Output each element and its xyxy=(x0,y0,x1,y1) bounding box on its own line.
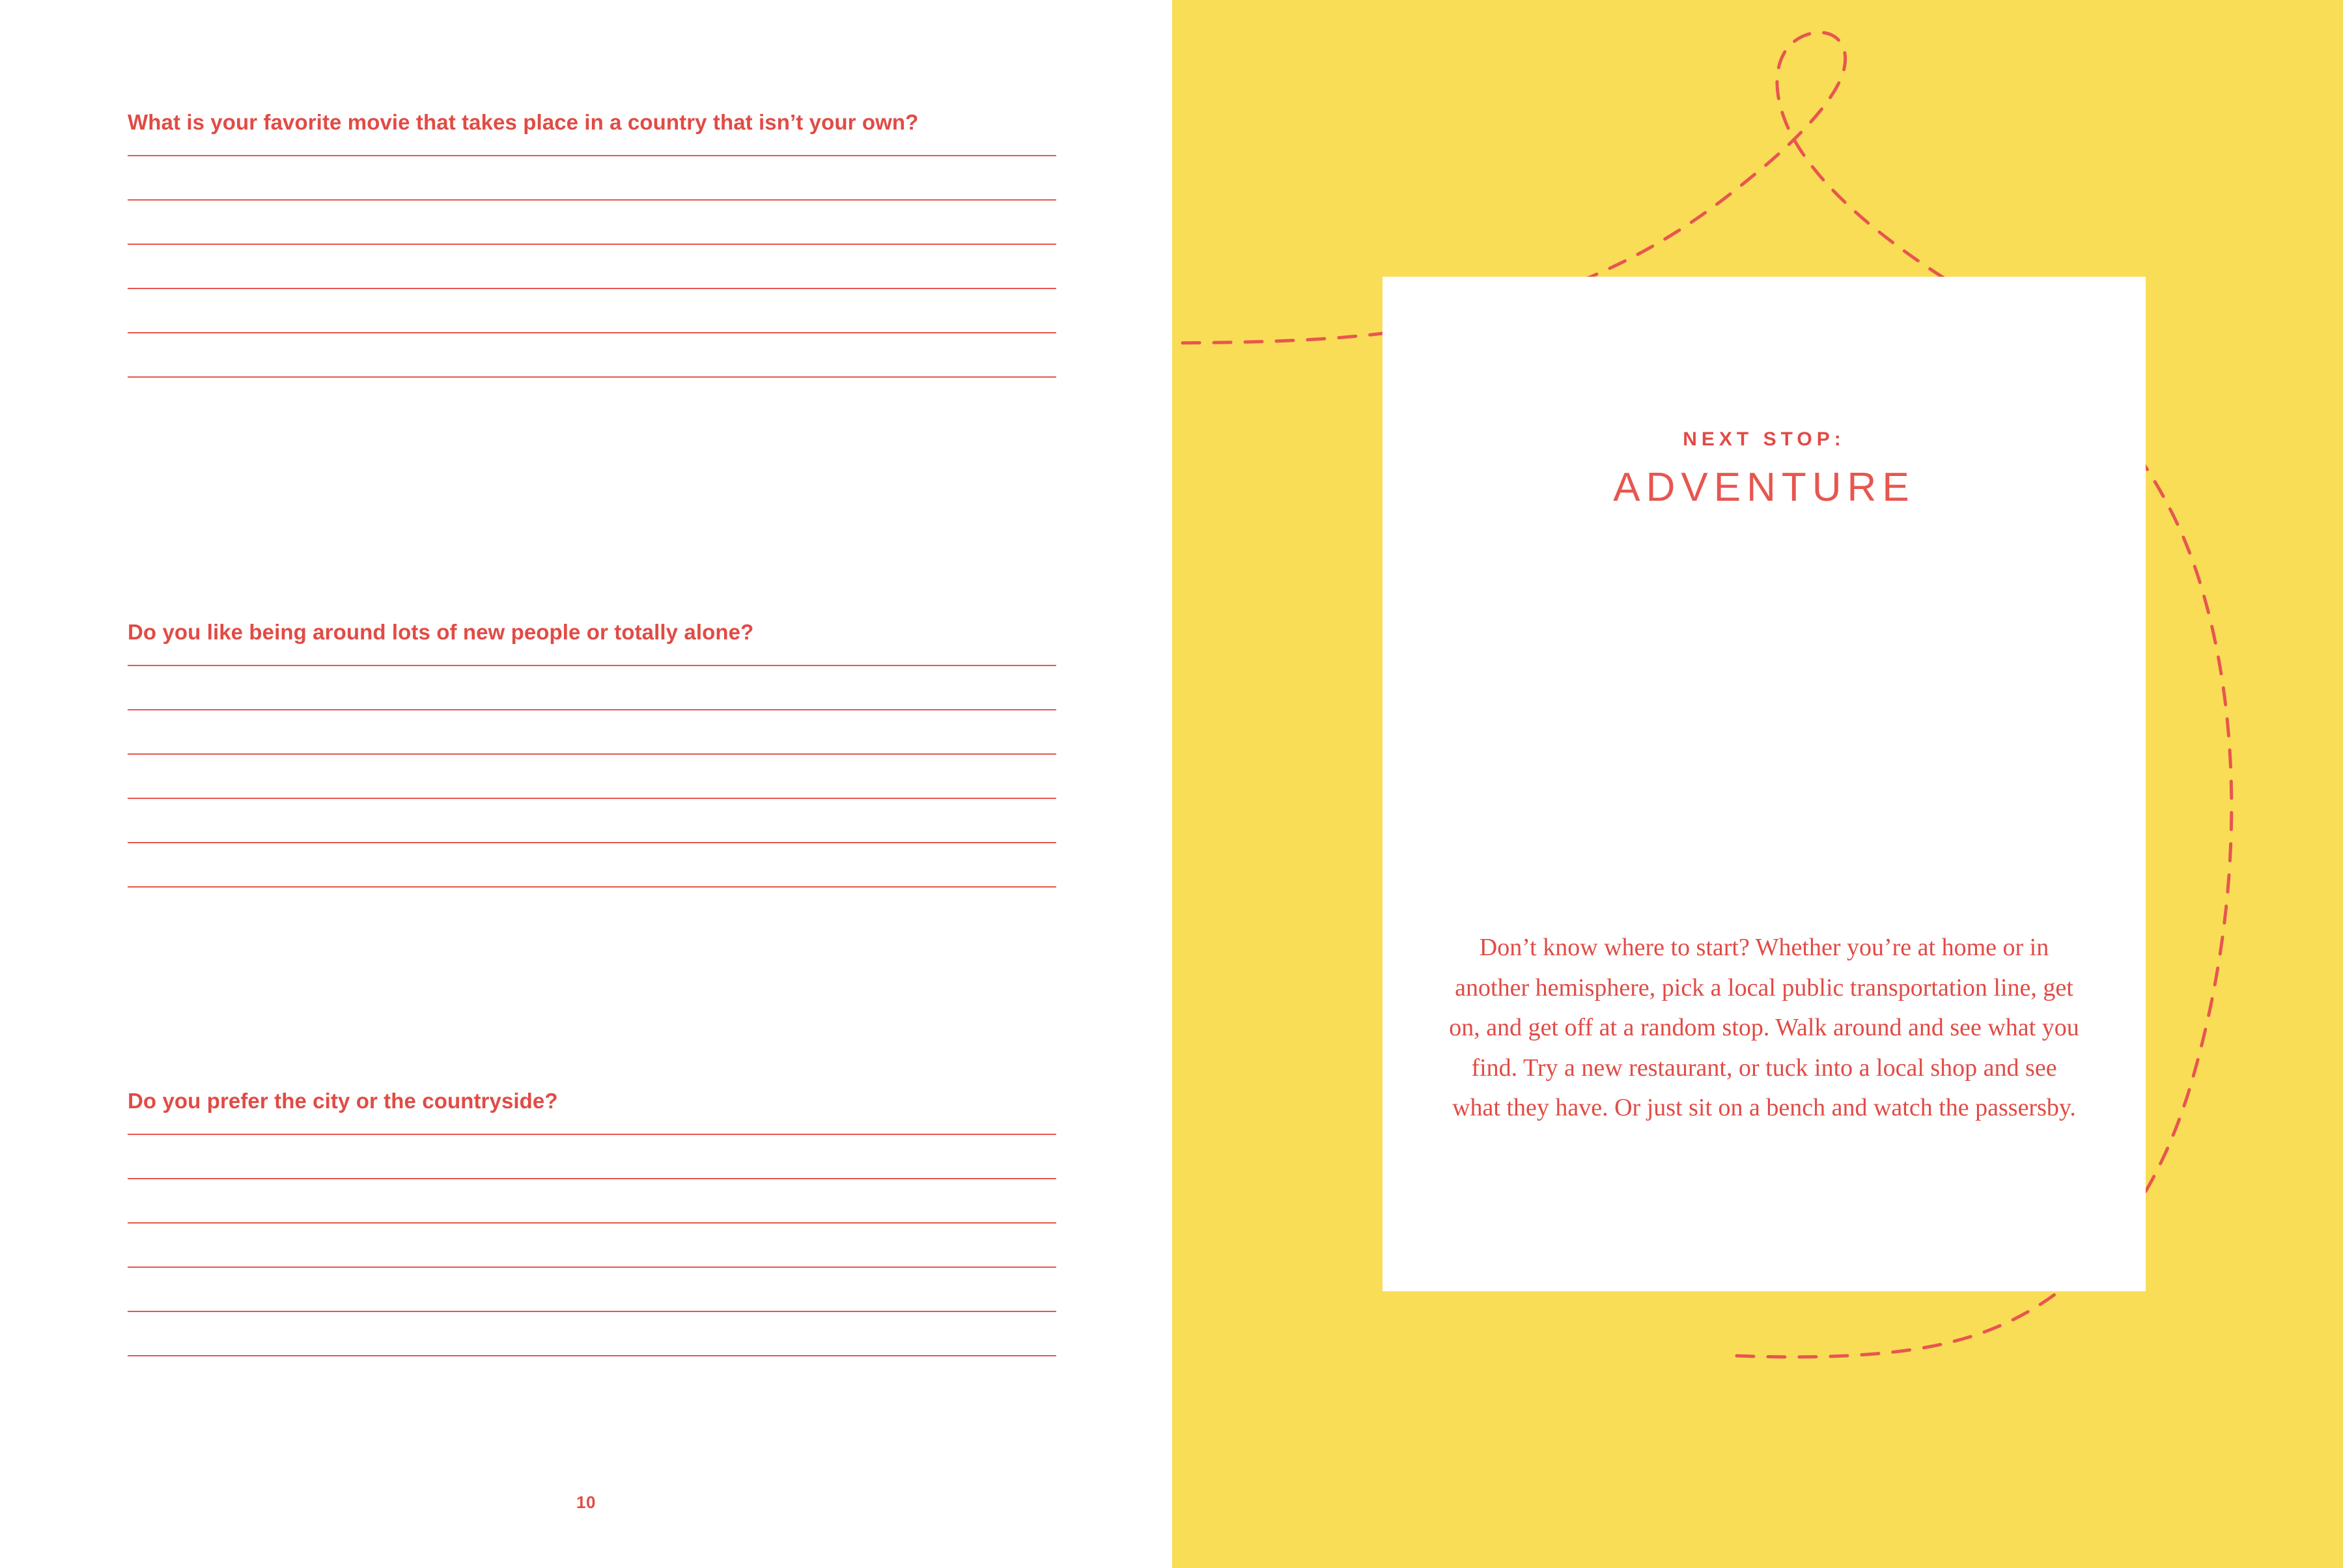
prompt-question-3: Do you prefer the city or the countryside? xyxy=(128,1089,558,1113)
answer-lines-1 xyxy=(128,155,1052,378)
page-number: 10 xyxy=(576,1492,596,1512)
answer-line[interactable] xyxy=(128,199,1056,201)
answer-lines-2 xyxy=(128,665,1052,888)
answer-line[interactable] xyxy=(128,709,1056,710)
card-body-text: Don’t know where to start? Whether you’re at home or in another hemisphere, pick a local public transportation line, get on, and get off at a random stop. Walk around and see what you find. Try a new restaurant, or tuck into a local shop and see what they have. Or just sit on a bench and watch the passersby. xyxy=(1449,934,2079,1122)
answer-line[interactable] xyxy=(128,753,1056,755)
answer-line[interactable] xyxy=(128,1267,1056,1268)
answer-line[interactable] xyxy=(128,332,1056,333)
right-page xyxy=(1172,0,2343,1568)
answer-line[interactable] xyxy=(128,288,1056,289)
answer-line[interactable] xyxy=(128,1355,1056,1356)
prompt-block-3 xyxy=(128,1086,1052,1356)
prompt-question-1: What is your favorite movie that takes place in a country that isn’t your own? xyxy=(128,110,919,134)
prompt-block-2 xyxy=(128,617,1052,888)
card-eyebrow: NEXT STOP: xyxy=(1683,428,1845,450)
prompt-question-2: Do you like being around lots of new people or totally alone? xyxy=(128,620,754,644)
answer-line[interactable] xyxy=(128,376,1056,378)
prompt-block-1 xyxy=(128,107,1052,378)
answer-line[interactable] xyxy=(128,1178,1056,1179)
answer-line[interactable] xyxy=(128,1311,1056,1312)
answer-line[interactable] xyxy=(128,842,1056,843)
answer-line[interactable] xyxy=(128,155,1056,156)
answer-line[interactable] xyxy=(128,665,1056,666)
answer-line[interactable] xyxy=(128,244,1056,245)
answer-lines-3 xyxy=(128,1134,1052,1356)
answer-line[interactable] xyxy=(128,1134,1056,1135)
card-title: ADVENTURE xyxy=(1613,465,1915,510)
answer-line[interactable] xyxy=(128,798,1056,799)
adventure-card xyxy=(1382,277,2146,1291)
answer-line[interactable] xyxy=(128,1222,1056,1224)
answer-line[interactable] xyxy=(128,886,1056,888)
